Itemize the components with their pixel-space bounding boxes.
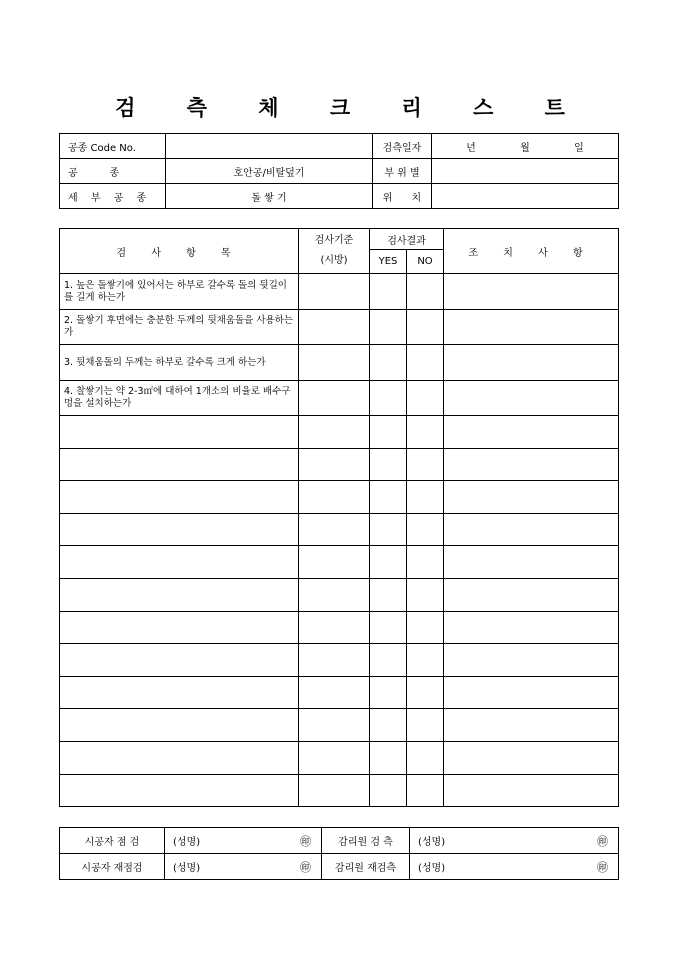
- seal-icon: ㊞: [490, 854, 619, 880]
- checklist-item-row: [60, 310, 619, 345]
- action-cell[interactable]: [444, 274, 619, 310]
- seal-icon: ㊞: [240, 828, 322, 854]
- no-cell[interactable]: [407, 611, 444, 644]
- standard-cell[interactable]: [299, 741, 370, 774]
- yes-cell[interactable]: [370, 741, 407, 774]
- item-text[interactable]: [60, 644, 299, 677]
- checklist-item-row: [60, 274, 619, 310]
- item-text[interactable]: [60, 709, 299, 742]
- contractor-inspect-name[interactable]: (성명): [165, 828, 240, 854]
- standard-cell[interactable]: [299, 513, 370, 546]
- no-cell[interactable]: [407, 578, 444, 611]
- action-cell[interactable]: [444, 416, 619, 449]
- standard-cell[interactable]: [299, 611, 370, 644]
- checklist-item-row: [60, 381, 619, 416]
- action-cell[interactable]: [444, 709, 619, 742]
- sub-work-type-value[interactable]: 돌 쌓 기: [166, 184, 373, 209]
- action-cell[interactable]: [444, 578, 619, 611]
- standard-cell[interactable]: [299, 481, 370, 514]
- standard-cell[interactable]: [299, 578, 370, 611]
- no-cell[interactable]: [407, 676, 444, 709]
- item-text[interactable]: [60, 741, 299, 774]
- yes-header: YES: [370, 250, 407, 274]
- yes-cell[interactable]: [370, 416, 407, 449]
- signature-table: [59, 827, 619, 880]
- yes-cell[interactable]: [370, 345, 407, 381]
- checklist-empty-row: [60, 448, 619, 481]
- yes-cell[interactable]: [370, 448, 407, 481]
- standard-cell[interactable]: [299, 644, 370, 677]
- seal-icon: ㊞: [240, 854, 322, 880]
- contractor-reinspect-name[interactable]: (성명): [165, 854, 240, 880]
- item-text[interactable]: [60, 481, 299, 514]
- position-label: 위 치: [373, 184, 432, 209]
- supervisor-reinspect-name[interactable]: (성명): [410, 854, 490, 880]
- checklist-empty-row: [60, 416, 619, 449]
- standard-cell[interactable]: [299, 774, 370, 807]
- item-text: 1. 높은 돌쌓기에 있어서는 하부로 갈수록 돌의 뒷길이를 길게 하는가: [60, 274, 299, 310]
- no-cell[interactable]: [407, 345, 444, 381]
- yes-cell[interactable]: [370, 481, 407, 514]
- standard-cell[interactable]: [299, 676, 370, 709]
- no-cell[interactable]: [407, 481, 444, 514]
- date-day: 일: [574, 142, 584, 154]
- action-cell[interactable]: [444, 611, 619, 644]
- action-cell[interactable]: [444, 774, 619, 807]
- item-text[interactable]: [60, 448, 299, 481]
- date-month: 월: [520, 142, 530, 154]
- item-text: 3. 뒷채움돌의 두께는 하부로 갈수록 크게 하는가: [60, 345, 299, 381]
- checklist-empty-row: [60, 774, 619, 807]
- item-text[interactable]: [60, 774, 299, 807]
- yes-cell[interactable]: [370, 310, 407, 345]
- standard-cell[interactable]: [299, 416, 370, 449]
- position-value[interactable]: [432, 184, 619, 209]
- project-code-label: 공종 Code No.: [60, 134, 166, 159]
- checklist-empty-row: [60, 578, 619, 611]
- item-header: 검 사 항 목: [60, 229, 299, 274]
- checklist-empty-row: [60, 611, 619, 644]
- item-text[interactable]: [60, 676, 299, 709]
- work-type-value[interactable]: 호안공/비탈덮기: [166, 159, 373, 184]
- action-cell[interactable]: [444, 741, 619, 774]
- action-cell[interactable]: [444, 513, 619, 546]
- action-cell[interactable]: [444, 546, 619, 579]
- supervisor-inspect-name[interactable]: (성명): [410, 828, 490, 854]
- checklist-empty-row: [60, 481, 619, 514]
- yes-cell[interactable]: [370, 513, 407, 546]
- page-title: 검 측 체 크 리 스 트: [115, 95, 587, 120]
- sub-work-type-label: 세 부 공 종: [60, 184, 166, 209]
- yes-cell[interactable]: [370, 381, 407, 416]
- contractor-reinspect-label: 시공자 재점검: [60, 854, 165, 880]
- item-text: 2. 돌쌓기 후면에는 충분한 두께의 뒷채움돌을 사용하는가: [60, 310, 299, 345]
- no-cell[interactable]: [407, 644, 444, 677]
- header-info-table: [59, 133, 619, 209]
- action-cell[interactable]: [444, 345, 619, 381]
- checklist-empty-row: [60, 709, 619, 742]
- action-cell[interactable]: [444, 310, 619, 345]
- item-text: 4. 찰쌓기는 약 2-3㎡에 대하여 1개소의 비율로 배수구멍을 설치하는가: [60, 381, 299, 416]
- action-cell[interactable]: [444, 644, 619, 677]
- work-type-label: 공 종: [60, 159, 166, 184]
- no-cell[interactable]: [407, 448, 444, 481]
- date-year: 년: [466, 142, 476, 154]
- supervisor-reinspect-label: 감리원 재검측: [322, 854, 410, 880]
- standard-cell[interactable]: [299, 709, 370, 742]
- no-cell[interactable]: [407, 709, 444, 742]
- contractor-inspect-label: 시공자 점 검: [60, 828, 165, 854]
- yes-cell[interactable]: [370, 546, 407, 579]
- result-header: 검사결과: [370, 229, 444, 250]
- no-cell[interactable]: [407, 774, 444, 807]
- yes-cell[interactable]: [370, 644, 407, 677]
- standard-cell[interactable]: [299, 345, 370, 381]
- standard-cell[interactable]: [299, 381, 370, 416]
- yes-cell[interactable]: [370, 578, 407, 611]
- checklist-empty-row: [60, 644, 619, 677]
- action-cell[interactable]: [444, 381, 619, 416]
- checklist-empty-row: [60, 676, 619, 709]
- yes-cell[interactable]: [370, 709, 407, 742]
- no-cell[interactable]: [407, 741, 444, 774]
- standard-cell[interactable]: [299, 546, 370, 579]
- project-code-value[interactable]: [166, 134, 373, 159]
- item-text[interactable]: [60, 611, 299, 644]
- checklist-item-row: [60, 345, 619, 381]
- item-text[interactable]: [60, 546, 299, 579]
- checklist-table: [59, 228, 619, 807]
- yes-cell[interactable]: [370, 611, 407, 644]
- supervisor-inspect-label: 감리원 검 측: [322, 828, 410, 854]
- no-header: NO: [407, 250, 444, 274]
- yes-cell[interactable]: [370, 274, 407, 310]
- location-detail-value[interactable]: [432, 159, 619, 184]
- inspection-date-value[interactable]: [432, 134, 619, 159]
- no-cell[interactable]: [407, 416, 444, 449]
- action-cell[interactable]: [444, 676, 619, 709]
- standard-cell[interactable]: [299, 448, 370, 481]
- inspection-date-label: 검측일자: [373, 134, 432, 159]
- standard-header: [299, 229, 370, 274]
- item-text[interactable]: [60, 513, 299, 546]
- checklist-empty-row: [60, 513, 619, 546]
- seal-icon: ㊞: [490, 828, 619, 854]
- item-text[interactable]: [60, 578, 299, 611]
- yes-cell[interactable]: [370, 676, 407, 709]
- action-cell[interactable]: [444, 481, 619, 514]
- standard-cell[interactable]: [299, 274, 370, 310]
- standard-header-line1: 검사기준: [314, 235, 354, 246]
- no-cell[interactable]: [407, 381, 444, 416]
- no-cell[interactable]: [407, 513, 444, 546]
- no-cell[interactable]: [407, 546, 444, 579]
- location-detail-label: 부 위 별: [373, 159, 432, 184]
- no-cell[interactable]: [407, 274, 444, 310]
- yes-cell[interactable]: [370, 774, 407, 807]
- no-cell[interactable]: [407, 310, 444, 345]
- standard-cell[interactable]: [299, 310, 370, 345]
- action-header: 조 치 사 항: [444, 229, 619, 274]
- action-cell[interactable]: [444, 448, 619, 481]
- standard-header-line2: (시방): [320, 255, 348, 266]
- item-text[interactable]: [60, 416, 299, 449]
- checklist-empty-row: [60, 741, 619, 774]
- checklist-empty-row: [60, 546, 619, 579]
